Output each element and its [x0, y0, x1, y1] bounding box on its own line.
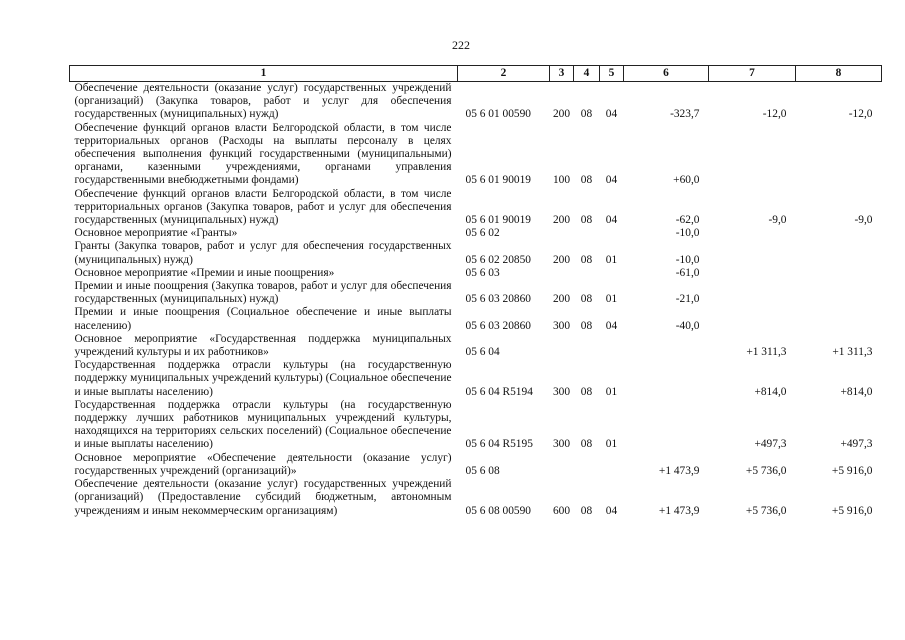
row-subsection-cell — [600, 227, 624, 240]
column-header: 4 — [574, 66, 600, 82]
row-expense-type-cell: 300 — [552, 438, 571, 451]
row-section-cell: 08 — [580, 504, 593, 517]
row-amount-col8-cell — [796, 306, 882, 332]
row-amount-col6-cell: -10,0 — [675, 253, 700, 266]
row-amount-col6-cell: -323,7 — [670, 108, 700, 121]
row-amount-col6-cell — [624, 359, 709, 399]
row-amount-col7-cell — [709, 306, 796, 332]
row-amount-col6-cell: +60,0 — [673, 174, 700, 187]
row-section-cell: 08 — [580, 174, 593, 187]
row-expense-type-cell — [550, 267, 574, 280]
row-section-cell: 08 — [580, 293, 593, 306]
row-expense-type-cell: 300 — [552, 319, 571, 332]
row-name-cell: Гранты (Закупка товаров, работ и услуг для обеспечения государственных (муниципальных) нужд) — [74, 240, 452, 266]
row-name-cell: Обеспечение функций органов власти Белгородской области, в том числе территориальных органов (Расходы на выплаты персоналу в целях обеспечения выполнения функций государственными (муниципальными) органами, казенными учреждениями, органами управления государственными внебюджетными фондами) — [74, 121, 452, 187]
row-code-cell: 05 6 01 00590 — [465, 108, 531, 121]
row-name-cell: Основное мероприятие «Обеспечение деятельности (оказание услуг) государственных учреждений (организаций)» — [74, 451, 452, 477]
row-subsection-cell: 04 — [605, 214, 618, 227]
table-row — [70, 478, 882, 518]
row-subsection-cell: 01 — [605, 385, 618, 398]
row-amount-col6-cell — [624, 333, 709, 359]
row-amount-col7-cell: +5 736,0 — [745, 504, 787, 517]
row-amount-col8-cell: +5 916,0 — [831, 504, 873, 517]
row-name-cell: Премии и иные поощрения (Социальное обеспечение и иные выплаты населению) — [74, 306, 452, 332]
row-expense-type-cell: 200 — [552, 293, 571, 306]
row-subsection-cell: 01 — [605, 293, 618, 306]
row-subsection-cell: 04 — [605, 174, 618, 187]
table-row — [70, 306, 882, 332]
row-section-cell: 08 — [580, 214, 593, 227]
table-body — [70, 82, 882, 518]
row-subsection-cell: 01 — [605, 253, 618, 266]
row-subsection-cell: 04 — [605, 504, 618, 517]
row-section-cell: 08 — [580, 385, 593, 398]
row-section-cell — [574, 227, 600, 240]
row-section-cell — [574, 452, 600, 478]
row-amount-col8-cell — [796, 280, 882, 306]
row-expense-type-cell — [550, 333, 574, 359]
row-amount-col7-cell: -9,0 — [768, 214, 787, 227]
row-amount-col7-cell: -12,0 — [762, 108, 787, 121]
row-amount-col7-cell — [709, 240, 796, 266]
row-code-cell: 05 6 02 — [465, 227, 500, 240]
row-amount-col7-cell — [709, 122, 796, 188]
column-header: 5 — [600, 66, 624, 82]
row-code-cell: 05 6 08 00590 — [465, 504, 531, 517]
row-amount-col7-cell: +1 311,3 — [746, 346, 787, 359]
row-amount-col6-cell: +1 473,9 — [658, 464, 700, 477]
table-row — [70, 82, 882, 122]
row-code-cell: 05 6 03 — [465, 266, 500, 279]
row-code-cell: 05 6 04 R5195 — [465, 438, 533, 451]
row-expense-type-cell: 200 — [552, 108, 571, 121]
row-name-cell: Основное мероприятие «Премии и иные поощрения» — [74, 266, 335, 279]
row-subsection-cell: 01 — [605, 438, 618, 451]
row-code-cell: 05 6 01 90019 — [465, 214, 531, 227]
table-header — [70, 66, 882, 82]
column-header: 3 — [550, 66, 574, 82]
header-row — [70, 66, 882, 82]
row-name-cell: Государственная поддержка отрасли культуры (на государственную поддержку муниципальных учреждений культуры) (Социальное обеспечение и иные выплаты населению) — [74, 359, 452, 398]
column-header: 2 — [458, 66, 550, 82]
row-code-cell: 05 6 02 20850 — [465, 253, 531, 266]
row-subsection-cell — [600, 267, 624, 280]
table-row — [70, 399, 882, 452]
column-header: 1 — [70, 66, 458, 82]
row-section-cell: 08 — [580, 438, 593, 451]
row-name-cell: Обеспечение деятельности (оказание услуг) государственных учреждений (организаций) (Предоставление субсидий бюджетным, автономным учреждениям и иным некоммерческим организациям) — [74, 478, 452, 517]
row-amount-col7-cell — [709, 227, 796, 240]
row-subsection-cell — [600, 452, 624, 478]
row-amount-col6-cell: +1 473,9 — [658, 504, 700, 517]
column-header: 7 — [709, 66, 796, 82]
row-expense-type-cell: 200 — [552, 214, 571, 227]
row-expense-type-cell — [550, 452, 574, 478]
row-amount-col8-cell: +1 311,3 — [832, 346, 873, 359]
column-header: 6 — [624, 66, 709, 82]
column-header: 8 — [796, 66, 882, 82]
row-code-cell: 05 6 03 20860 — [465, 293, 531, 306]
row-amount-col6-cell: -62,0 — [675, 214, 700, 227]
row-section-cell: 08 — [580, 253, 593, 266]
row-code-cell: 05 6 04 R5194 — [465, 385, 533, 398]
row-amount-col6-cell: -10,0 — [675, 227, 700, 240]
row-subsection-cell: 04 — [605, 319, 618, 332]
row-amount-col6-cell — [624, 399, 709, 452]
table-row — [70, 280, 882, 306]
row-amount-col7-cell: +5 736,0 — [745, 464, 787, 477]
table-row — [70, 333, 882, 359]
row-amount-col6-cell: -21,0 — [675, 293, 700, 306]
row-amount-col7-cell: +814,0 — [754, 385, 787, 398]
row-expense-type-cell: 600 — [552, 504, 571, 517]
row-amount-col8-cell — [796, 122, 882, 188]
row-amount-col8-cell: +497,3 — [840, 438, 873, 451]
row-section-cell: 08 — [580, 319, 593, 332]
table-row — [70, 359, 882, 399]
row-expense-type-cell: 200 — [552, 253, 571, 266]
row-name-cell: Обеспечение функций органов власти Белгородской области, в том числе территориальных органов (Закупка товаров, работ и услуг для обеспечения государственных (муниципальных) нужд) — [74, 187, 452, 227]
table-row — [70, 240, 882, 266]
row-amount-col8-cell — [796, 267, 882, 280]
row-amount-col7-cell — [709, 280, 796, 306]
page-number: 222 — [452, 38, 470, 52]
row-code-cell: 05 6 08 — [465, 464, 500, 477]
row-amount-col8-cell — [796, 240, 882, 266]
row-code-cell: 05 6 01 90019 — [465, 174, 531, 187]
row-subsection-cell — [600, 333, 624, 359]
row-name-cell: Обеспечение деятельности (оказание услуг) государственных учреждений (организаций) (Закупка товаров, работ и услуг для обеспечения государственных (муниципальных) нужд) — [74, 82, 452, 121]
table-row — [70, 267, 882, 280]
table-row — [70, 122, 882, 188]
row-amount-col6-cell: -40,0 — [675, 319, 700, 332]
row-code-cell: 05 6 03 20860 — [465, 319, 531, 332]
row-section-cell: 08 — [580, 108, 593, 121]
row-amount-col7-cell — [709, 267, 796, 280]
row-amount-col8-cell: -9,0 — [854, 214, 873, 227]
table-row — [70, 227, 882, 240]
budget-table — [69, 65, 882, 518]
row-amount-col8-cell — [796, 227, 882, 240]
row-name-cell: Государственная поддержка отрасли культуры (на государственную поддержку лучших работников муниципальных учреждений культуры, находящихся на территориях сельских поселений) (Социальное обеспечение и иные выплаты населению) — [74, 398, 452, 451]
row-name-cell: Основное мероприятие «Государственная поддержка муниципальных учреждений культуры и их работников» — [74, 332, 452, 359]
row-amount-col8-cell: -12,0 — [848, 108, 873, 121]
row-expense-type-cell: 100 — [552, 174, 571, 187]
row-code-cell: 05 6 04 — [465, 346, 500, 359]
row-name-cell: Основное мероприятие «Гранты» — [74, 227, 238, 240]
row-section-cell — [574, 267, 600, 280]
row-amount-col7-cell: +497,3 — [754, 438, 787, 451]
row-amount-col6-cell: -61,0 — [675, 266, 700, 279]
table-row — [70, 452, 882, 478]
table-row — [70, 188, 882, 228]
row-amount-col8-cell: +5 916,0 — [831, 464, 873, 477]
row-amount-col8-cell: +814,0 — [840, 385, 873, 398]
row-name-cell: Премии и иные поощрения (Закупка товаров, работ и услуг для обеспечения государственных (муниципальных) нужд) — [74, 280, 452, 306]
row-expense-type-cell — [550, 227, 574, 240]
row-section-cell — [574, 333, 600, 359]
row-subsection-cell: 04 — [605, 108, 618, 121]
row-expense-type-cell: 300 — [552, 385, 571, 398]
